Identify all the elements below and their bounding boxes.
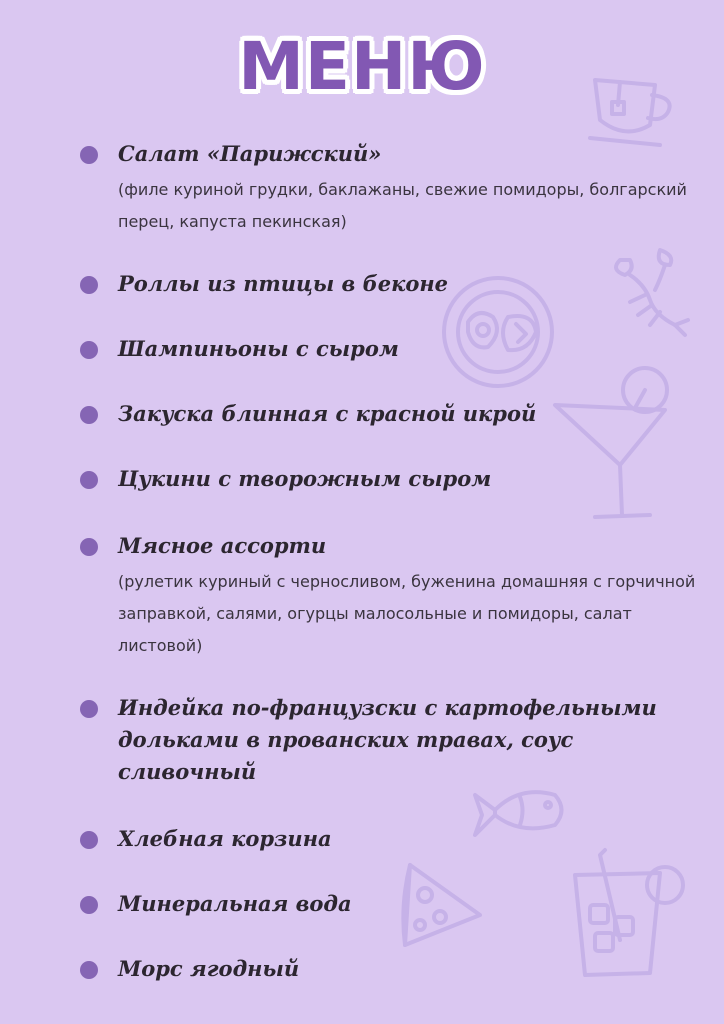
bullet-icon [80, 538, 98, 556]
menu-item [80, 268, 700, 300]
menu-item-name: Цукини с творожным сыром [118, 466, 492, 491]
bullet-icon [80, 276, 98, 294]
menu-item-name: Закуска блинная с красной икрой [118, 401, 537, 426]
menu-item-name: Салат «Парижский» [118, 141, 382, 166]
menu-item [80, 138, 700, 238]
bullet-icon [80, 700, 98, 718]
menu-item [80, 398, 700, 430]
menu-item [80, 953, 700, 985]
bullet-icon [80, 406, 98, 424]
menu-item-name: Хлебная корзина [118, 826, 332, 851]
menu-item-description: (филе куриной грудки, баклажаны, свежие помидоры, болгарский перец, капуста пекинская) [118, 180, 687, 231]
menu-item-name: Роллы из птицы в беконе [118, 271, 449, 296]
menu-item [80, 888, 700, 920]
bullet-icon [80, 896, 98, 914]
menu-item-description: (рулетик куриный с черносливом, буженина домашняя с горчичной заправкой, салями, огурцы малосольные и помидоры, салат листовой) [118, 572, 696, 655]
bullet-icon [80, 471, 98, 489]
menu-item [80, 333, 700, 365]
menu-item-name: Шампиньоны с сыром [118, 336, 399, 361]
menu-item-name: Минеральная вода [118, 891, 352, 916]
bullet-icon [80, 146, 98, 164]
menu-item [80, 463, 700, 495]
bullet-icon [80, 341, 98, 359]
menu-item-name: Индейка по-французски с картофельными дольками в прованских травах, соус сливочный [118, 695, 657, 784]
cocktail-icon [550, 365, 680, 530]
menu-item-name: Морс ягодный [118, 956, 300, 981]
bullet-icon [80, 831, 98, 849]
bullet-icon [80, 961, 98, 979]
page-title: МЕНЮ [238, 28, 486, 105]
menu-item [80, 692, 700, 788]
menu-item-name: Мясное ассорти [118, 533, 327, 558]
menu-item [80, 530, 700, 662]
menu-item [80, 823, 700, 855]
